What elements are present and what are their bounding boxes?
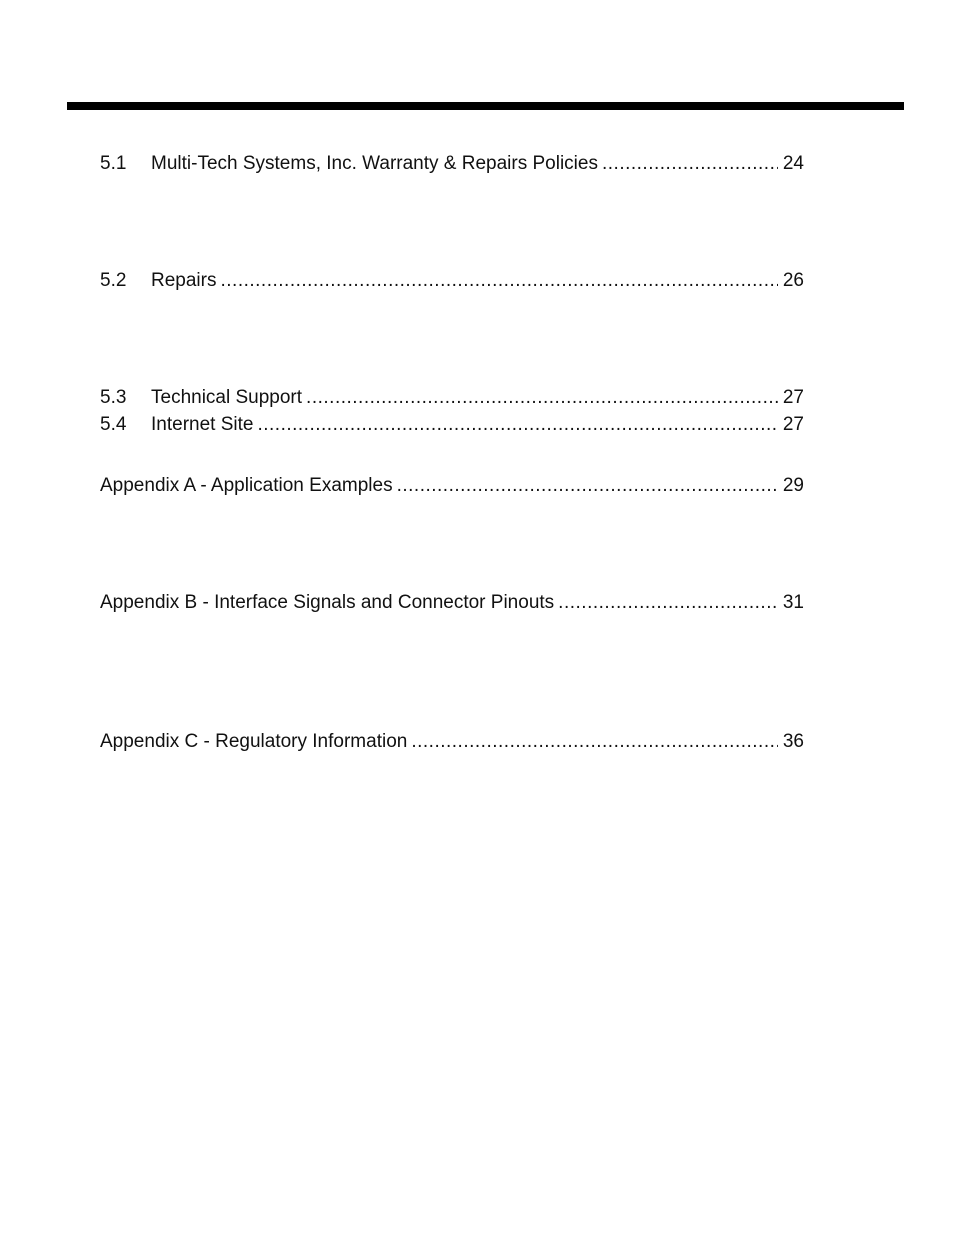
toc-entry-page: 24 (782, 153, 804, 174)
toc-entry-page: 31 (782, 592, 804, 613)
toc-entry-title: Appendix B - Interface Signals and Connector Pinouts (100, 592, 555, 613)
toc-entry-title: Repairs (151, 270, 217, 291)
toc-entry-number: 5.4 (100, 414, 127, 435)
toc-entry-appendix-c[interactable] (100, 730, 804, 754)
dot-leader (220, 269, 777, 293)
dot-leader (257, 413, 777, 437)
toc-entry-number: 5.1 (100, 153, 127, 174)
dot-leader (411, 730, 778, 754)
toc-entry-title: Internet Site (151, 414, 254, 435)
toc-entry-number: 5.2 (100, 270, 127, 291)
dot-leader (602, 152, 778, 176)
dot-leader (306, 386, 778, 410)
toc-entry-5-2[interactable] (100, 269, 804, 293)
toc-entry-page: 36 (782, 731, 804, 752)
toc-entry-page: 27 (782, 414, 804, 435)
dot-leader (558, 591, 778, 615)
toc-entry-page: 26 (782, 270, 804, 291)
toc-entry-5-1[interactable] (100, 152, 804, 176)
toc-entry-title: Technical Support (151, 387, 303, 408)
toc-entry-number: 5.3 (100, 387, 127, 408)
toc-entry-appendix-a[interactable] (100, 474, 804, 498)
toc-entry-page: 27 (782, 387, 804, 408)
table-of-contents (100, 0, 804, 1256)
toc-entry-title: Appendix C - Regulatory Information (100, 731, 408, 752)
toc-entry-page: 29 (782, 475, 804, 496)
dot-leader (397, 474, 778, 498)
toc-entry-title: Multi-Tech Systems, Inc. Warranty & Repairs Policies (151, 153, 598, 174)
toc-entry-appendix-b[interactable] (100, 591, 804, 615)
toc-entry-title: Appendix A - Application Examples (100, 475, 393, 496)
toc-entry-5-3[interactable] (100, 386, 804, 410)
toc-entry-5-4[interactable] (100, 413, 804, 437)
